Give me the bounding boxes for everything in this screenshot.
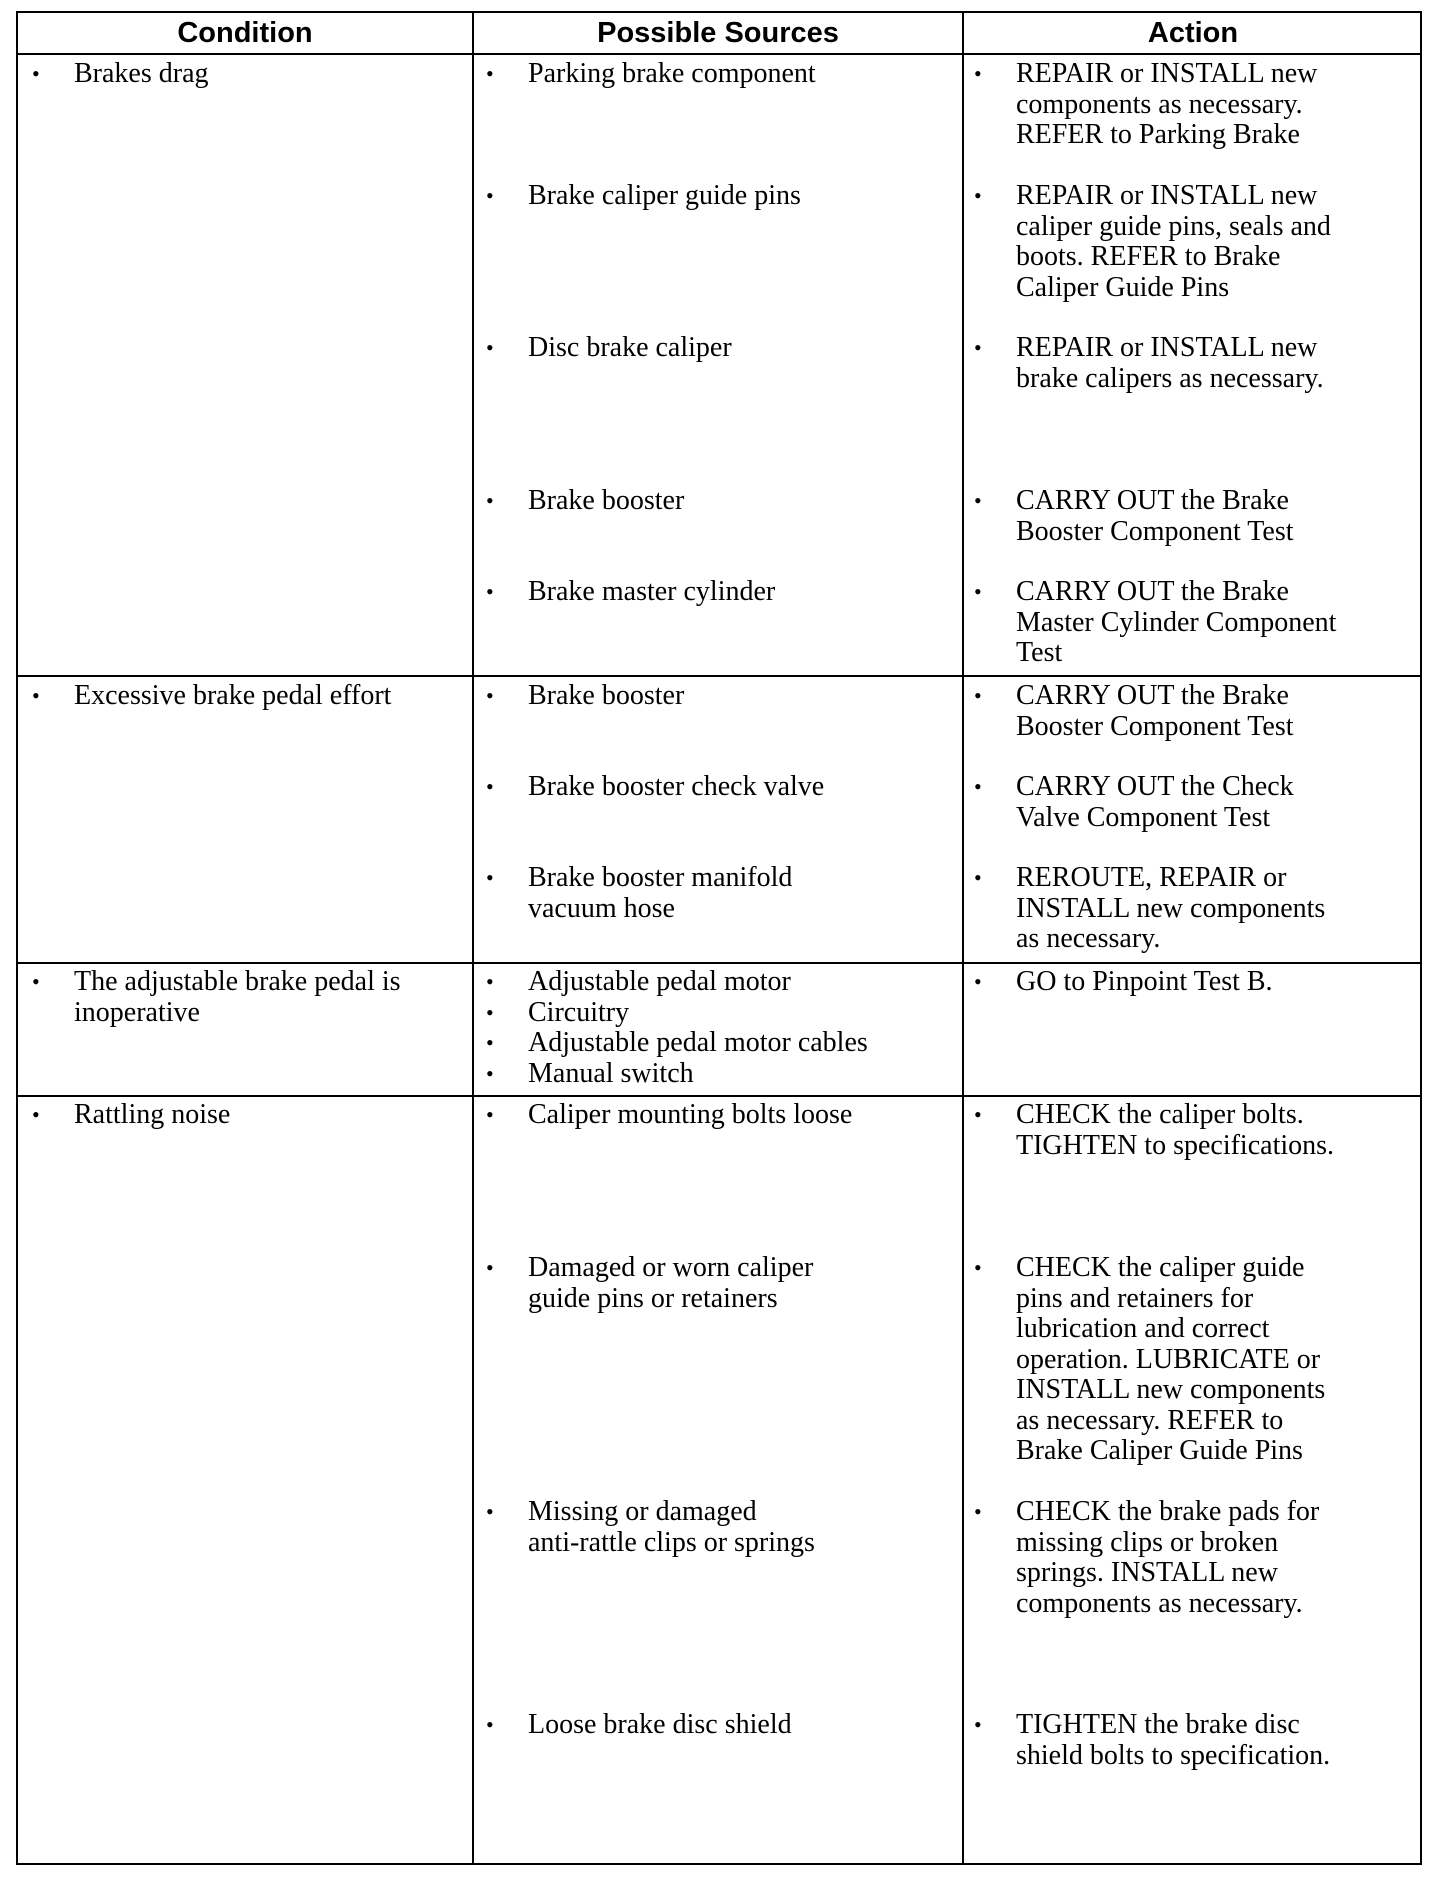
action-cell: REPAIR or INSTALL new caliper guide pins, seals and boots. REFER to Brake Caliper Guide Pins bbox=[1016, 180, 1331, 303]
bullet: • bbox=[486, 488, 494, 513]
bullet: • bbox=[486, 865, 494, 890]
source-cell: Brake caliper guide pins bbox=[528, 180, 801, 211]
bullet: • bbox=[32, 1102, 40, 1127]
action-cell: CHECK the caliper bolts. TIGHTEN to specifications. bbox=[1016, 1099, 1335, 1161]
source-cell: Disc brake caliper bbox=[528, 332, 732, 363]
source-cell: Circuitry bbox=[528, 997, 630, 1028]
condition-cell: Excessive brake pedal effort bbox=[74, 680, 392, 711]
source-cell: Missing or damaged anti-rattle clips or springs bbox=[528, 1496, 815, 1558]
bullet: • bbox=[486, 61, 494, 86]
bullet: • bbox=[974, 335, 982, 360]
bullet: • bbox=[486, 335, 494, 360]
action-cell: REROUTE, REPAIR or INSTALL new components as necessary. bbox=[1016, 862, 1326, 954]
bullet: • bbox=[32, 683, 40, 708]
bullet: • bbox=[486, 1102, 494, 1127]
condition-cell: Rattling noise bbox=[74, 1099, 231, 1130]
bullet: • bbox=[974, 579, 982, 604]
row-divider bbox=[18, 675, 1420, 677]
row-divider bbox=[18, 1095, 1420, 1097]
bullet: • bbox=[974, 1499, 982, 1524]
bullet: • bbox=[974, 774, 982, 799]
source-cell: Adjustable pedal motor bbox=[528, 966, 791, 997]
bullet: • bbox=[486, 774, 494, 799]
header-condition: Condition bbox=[177, 17, 313, 49]
bullet: • bbox=[974, 865, 982, 890]
source-cell: Damaged or worn caliper guide pins or retainers bbox=[528, 1252, 814, 1314]
source-cell: Manual switch bbox=[528, 1058, 694, 1089]
diagnosis-table bbox=[16, 11, 1422, 1865]
action-cell: TIGHTEN the brake disc shield bolts to specification. bbox=[1016, 1709, 1331, 1771]
bullet: • bbox=[486, 1255, 494, 1280]
bullet: • bbox=[486, 1712, 494, 1737]
source-cell: Brake booster bbox=[528, 485, 685, 516]
action-cell: REPAIR or INSTALL new components as necessary. REFER to Parking Brake bbox=[1016, 58, 1318, 150]
bullet: • bbox=[32, 61, 40, 86]
bullet: • bbox=[974, 488, 982, 513]
source-cell: Brake booster check valve bbox=[528, 771, 825, 802]
bullet: • bbox=[486, 1061, 494, 1086]
action-cell: REPAIR or INSTALL new brake calipers as necessary. bbox=[1016, 332, 1324, 394]
action-cell: CHECK the brake pads for missing clips or broken springs. INSTALL new components as necessary. bbox=[1016, 1496, 1320, 1619]
bullet: • bbox=[974, 969, 982, 994]
bullet: • bbox=[974, 61, 982, 86]
column-divider bbox=[962, 13, 964, 1863]
column-divider bbox=[472, 13, 474, 1863]
header-divider bbox=[18, 53, 1420, 55]
row-divider bbox=[18, 962, 1420, 964]
action-cell: CARRY OUT the Brake Booster Component Test bbox=[1016, 680, 1294, 742]
condition-cell: The adjustable brake pedal is inoperative bbox=[74, 966, 401, 1028]
bullet: • bbox=[486, 183, 494, 208]
bullet: • bbox=[974, 683, 982, 708]
source-cell: Parking brake component bbox=[528, 58, 816, 89]
header-action: Action bbox=[1147, 17, 1239, 49]
bullet: • bbox=[486, 969, 494, 994]
bullet: • bbox=[486, 1030, 494, 1055]
source-cell: Adjustable pedal motor cables bbox=[528, 1027, 868, 1058]
condition-cell: Brakes drag bbox=[74, 58, 209, 89]
action-cell: CARRY OUT the Brake Master Cylinder Component Test bbox=[1016, 576, 1337, 668]
bullet: • bbox=[974, 1712, 982, 1737]
source-cell: Loose brake disc shield bbox=[528, 1709, 792, 1740]
bullet: • bbox=[486, 579, 494, 604]
source-cell: Brake master cylinder bbox=[528, 576, 776, 607]
action-cell: CHECK the caliper guide pins and retainers for lubrication and correct operation. LUBRICATE or INSTALL new components as necessary. REFER to Brake Caliper Guide Pins bbox=[1016, 1252, 1326, 1466]
source-cell: Brake booster manifold vacuum hose bbox=[528, 862, 793, 924]
source-cell: Brake booster bbox=[528, 680, 685, 711]
source-cell: Caliper mounting bolts loose bbox=[528, 1099, 853, 1130]
header-possible-sources: Possible Sources bbox=[597, 17, 839, 49]
bullet: • bbox=[486, 683, 494, 708]
action-cell: CARRY OUT the Check Valve Component Test bbox=[1016, 771, 1294, 833]
bullet: • bbox=[32, 969, 40, 994]
action-cell: GO to Pinpoint Test B. bbox=[1016, 966, 1273, 997]
bullet: • bbox=[974, 1255, 982, 1280]
bullet: • bbox=[974, 183, 982, 208]
action-cell: CARRY OUT the Brake Booster Component Test bbox=[1016, 485, 1294, 547]
bullet: • bbox=[486, 1499, 494, 1524]
bullet: • bbox=[974, 1102, 982, 1127]
bullet: • bbox=[486, 1000, 494, 1025]
